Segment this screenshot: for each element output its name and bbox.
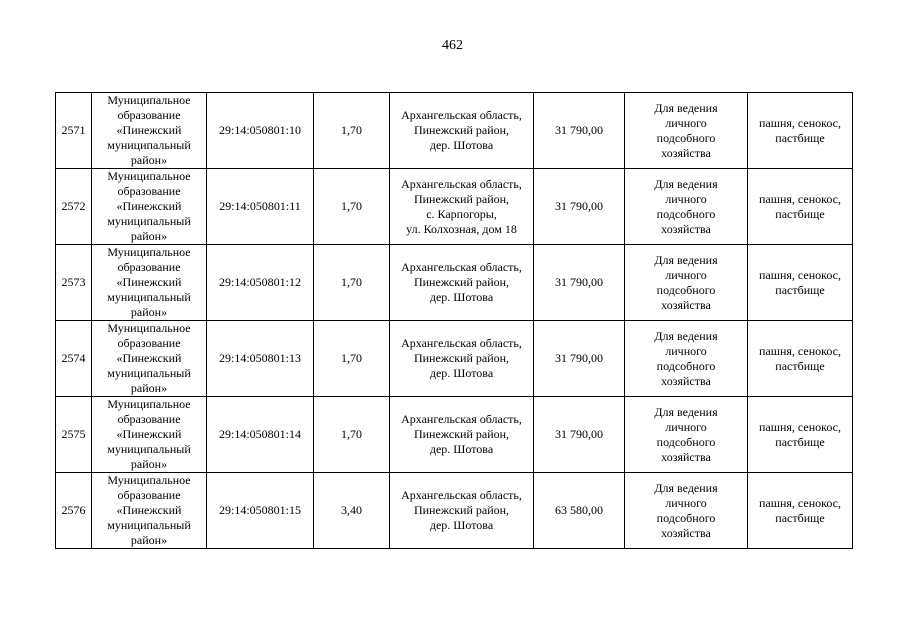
area-value: 1,70 (341, 351, 362, 365)
address-cell (390, 397, 534, 473)
price-value: 31 790,00 (555, 123, 603, 137)
price-cell (534, 321, 625, 397)
price-cell (534, 245, 625, 321)
page-number: 462 (442, 38, 463, 53)
cadastral-cell (207, 321, 314, 397)
purpose-cell (625, 93, 748, 169)
purpose-text: Для ведения личного подсобного хозяйства (654, 480, 718, 540)
owner-text: Муниципальное образование «Пинежский муниципальный район» (107, 321, 191, 395)
purpose-cell (625, 473, 748, 549)
address-text: Архангельская область, Пинежский район, дер. Шотова (401, 336, 522, 380)
price-cell (534, 397, 625, 473)
table-row (56, 321, 853, 397)
cadastral-number: 29:14:050801:14 (218, 427, 301, 441)
table-row (56, 473, 853, 549)
cadastral-number: 29:14:050801:13 (218, 351, 301, 365)
owner-cell (92, 321, 207, 397)
address-cell (390, 321, 534, 397)
row-number-cell (56, 93, 92, 169)
cadastral-cell (207, 473, 314, 549)
purpose-text: Для ведения личного подсобного хозяйства (654, 252, 718, 312)
row-number: 2575 (61, 427, 86, 441)
table-row (56, 397, 853, 473)
use-cell (748, 169, 853, 245)
cadastral-number: 29:14:050801:15 (218, 503, 301, 517)
row-number: 2574 (61, 351, 86, 365)
row-number-cell (56, 169, 92, 245)
area-cell (314, 473, 390, 549)
cadastral-cell (207, 397, 314, 473)
area-value: 1,70 (341, 275, 362, 289)
purpose-text: Для ведения личного подсобного хозяйства (654, 176, 718, 236)
row-number-cell (56, 245, 92, 321)
area-cell (314, 321, 390, 397)
use-text: пашня, сенокос, пастбище (759, 267, 841, 297)
row-number-cell (56, 321, 92, 397)
price-cell (534, 93, 625, 169)
area-value: 1,70 (341, 199, 362, 213)
purpose-cell (625, 397, 748, 473)
owner-text: Муниципальное образование «Пинежский муниципальный район» (107, 473, 191, 547)
cadastral-cell (207, 169, 314, 245)
area-cell (314, 93, 390, 169)
use-cell (748, 473, 853, 549)
owner-cell (92, 169, 207, 245)
use-cell (748, 321, 853, 397)
use-cell (748, 397, 853, 473)
area-cell (314, 245, 390, 321)
address-text: Архангельская область, Пинежский район, дер. Шотова (401, 488, 522, 532)
owner-cell (92, 245, 207, 321)
address-cell (390, 245, 534, 321)
area-value: 1,70 (341, 123, 362, 137)
address-text: Архангельская область, Пинежский район, с. Карпогоры, ул. Колхозная, дом 18 (401, 176, 522, 236)
purpose-text: Для ведения личного подсобного хозяйства (654, 100, 718, 160)
row-number-cell (56, 473, 92, 549)
row-number: 2571 (61, 123, 86, 137)
address-cell (390, 169, 534, 245)
price-value: 31 790,00 (555, 351, 603, 365)
row-number: 2573 (61, 275, 86, 289)
price-value: 63 580,00 (555, 503, 603, 517)
purpose-cell (625, 245, 748, 321)
owner-cell (92, 93, 207, 169)
owner-text: Муниципальное образование «Пинежский муниципальный район» (107, 169, 191, 243)
area-cell (314, 169, 390, 245)
row-number: 2572 (61, 199, 86, 213)
cadastral-number: 29:14:050801:10 (218, 123, 301, 137)
owner-cell (92, 397, 207, 473)
price-value: 31 790,00 (555, 199, 603, 213)
cadastral-cell (207, 245, 314, 321)
purpose-text: Для ведения личного подсобного хозяйства (654, 404, 718, 464)
owner-text: Муниципальное образование «Пинежский муниципальный район» (107, 93, 191, 167)
row-number: 2576 (61, 503, 86, 517)
owner-cell (92, 473, 207, 549)
address-text: Архангельская область, Пинежский район, дер. Шотова (401, 412, 522, 456)
owner-text: Муниципальное образование «Пинежский муниципальный район» (107, 245, 191, 319)
use-text: пашня, сенокос, пастбище (759, 115, 841, 145)
use-cell (748, 93, 853, 169)
area-value: 1,70 (341, 427, 362, 441)
use-text: пашня, сенокос, пастбище (759, 419, 841, 449)
table-row (56, 93, 853, 169)
land-plots-table (55, 92, 853, 549)
purpose-text: Для ведения личного подсобного хозяйства (654, 328, 718, 388)
address-cell (390, 93, 534, 169)
area-cell (314, 397, 390, 473)
price-value: 31 790,00 (555, 427, 603, 441)
address-cell (390, 473, 534, 549)
table-row (56, 245, 853, 321)
purpose-cell (625, 321, 748, 397)
use-cell (748, 245, 853, 321)
cadastral-cell (207, 93, 314, 169)
address-text: Архангельская область, Пинежский район, дер. Шотова (401, 108, 522, 152)
price-cell (534, 169, 625, 245)
area-value: 3,40 (341, 503, 362, 517)
owner-text: Муниципальное образование «Пинежский муниципальный район» (107, 397, 191, 471)
use-text: пашня, сенокос, пастбище (759, 495, 841, 525)
table-row (56, 169, 853, 245)
cadastral-number: 29:14:050801:12 (218, 275, 301, 289)
price-value: 31 790,00 (555, 275, 603, 289)
purpose-cell (625, 169, 748, 245)
row-number-cell (56, 397, 92, 473)
cadastral-number: 29:14:050801:11 (219, 199, 301, 213)
use-text: пашня, сенокос, пастбище (759, 191, 841, 221)
address-text: Архангельская область, Пинежский район, дер. Шотова (401, 260, 522, 304)
price-cell (534, 473, 625, 549)
use-text: пашня, сенокос, пастбище (759, 343, 841, 373)
